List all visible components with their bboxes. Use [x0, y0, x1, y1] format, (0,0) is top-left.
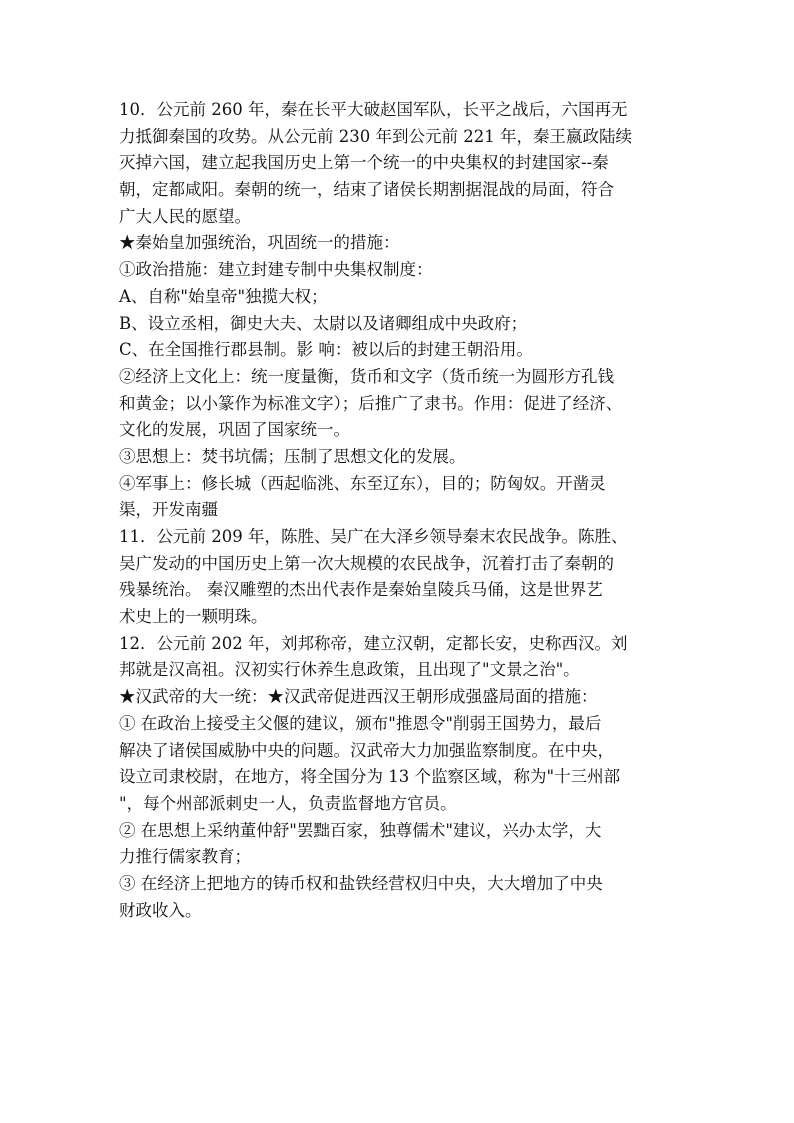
text-line: 力抵御秦国的攻势。从公元前 230 年到公元前 221 年，秦王嬴政陆续 [119, 126, 632, 146]
text-line: 力推行儒家教育； [119, 847, 251, 867]
text-line: 邦就是汉高祖。汉初实行休养生息政策，且出现了"文景之治"。 [119, 660, 580, 680]
text-line: 术史上的一颗明珠。 [119, 607, 268, 627]
text-line: 文化的发展，巩固了国家统一。 [119, 420, 350, 440]
text-line: ③ 在经济上把地方的铸币权和盐铁经营权归中央，大大增加了中央 [119, 873, 603, 893]
text-line: 12．公元前 202 年，刘邦称帝，建立汉朝，定都长安，史称西汉。刘 [119, 633, 628, 653]
section-heading: ★秦始皇加强统治，巩固统一的措施： [119, 233, 400, 253]
text-line: ②经济上文化上：统一度量衡，货币和文字（货币统一为圆形方孔钱 [119, 366, 614, 386]
text-line: B、设立丞相，御史大夫、太尉以及诸卿组成中央政府； [119, 313, 528, 333]
text-line: 财政收入。 [119, 900, 202, 920]
text-line: 渠，开发南疆 [119, 500, 218, 520]
text-line: ③思想上：焚书坑儒；压制了思想文化的发展。 [119, 446, 466, 466]
text-line: ② 在思想上采纳董仲舒"罢黜百家，独尊儒术"建议，兴办太学，大 [119, 820, 602, 840]
text-line: 朝，定都咸阳。秦朝的统一，结束了诸侯长期割据混战的局面，符合 [119, 180, 614, 200]
text-line: "，每个州部派刺史一人，负责监督地方官员。 [119, 793, 457, 813]
text-line: 10．公元前 260 年，秦在长平大破赵国军队，长平之战后，六国再无 [119, 100, 628, 119]
section-heading: ★汉武帝的大一统：★汉武帝促进西汉王朝形成强盛局面的措施： [119, 687, 598, 707]
text-line: ④军事上：修长城（西起临洮、东至辽东），目的；防匈奴。开凿灵 [119, 473, 606, 493]
text-line: 灭掉六国，建立起我国历史上第一个统一的中央集权的封建国家--秦 [119, 153, 609, 173]
text-line: 残暴统治。 秦汉雕塑的杰出代表作是秦始皇陵兵马俑，这是世界艺 [119, 580, 603, 600]
text-line: ①政治措施：建立封建专制中央集权制度： [119, 260, 433, 280]
text-line: 解决了诸侯国威胁中央的问题。汉武帝大力加强监察制度。在中央， [119, 740, 614, 760]
text-line: 设立司隶校尉，在地方，将全国分为 13 个监察区域，称为"十三州部 [119, 767, 621, 787]
text-line: 11．公元前 209 年，陈胜、吴广在大泽乡领导秦末农民战争。陈胜、 [119, 527, 628, 546]
text-line: C、在全国推行郡县制。影 响：被以后的封建王朝沿用。 [119, 340, 533, 360]
text-line: A、自称"始皇帝"独揽大权； [119, 286, 328, 306]
text-line: 广大人民的愿望。 [119, 206, 251, 226]
text-line: 和黄金；以小篆作为标准文字）；后推广了隶书。作用：促进了经济、 [119, 393, 623, 413]
text-line: 吴广发动的中国历史上第一次大规模的农民战争，沉着打击了秦朝的 [119, 553, 614, 573]
document-body [119, 97, 679, 924]
text-line: ① 在政治上接受主父偃的建议，颁布"推恩令"削弱王国势力，最后 [119, 713, 602, 733]
